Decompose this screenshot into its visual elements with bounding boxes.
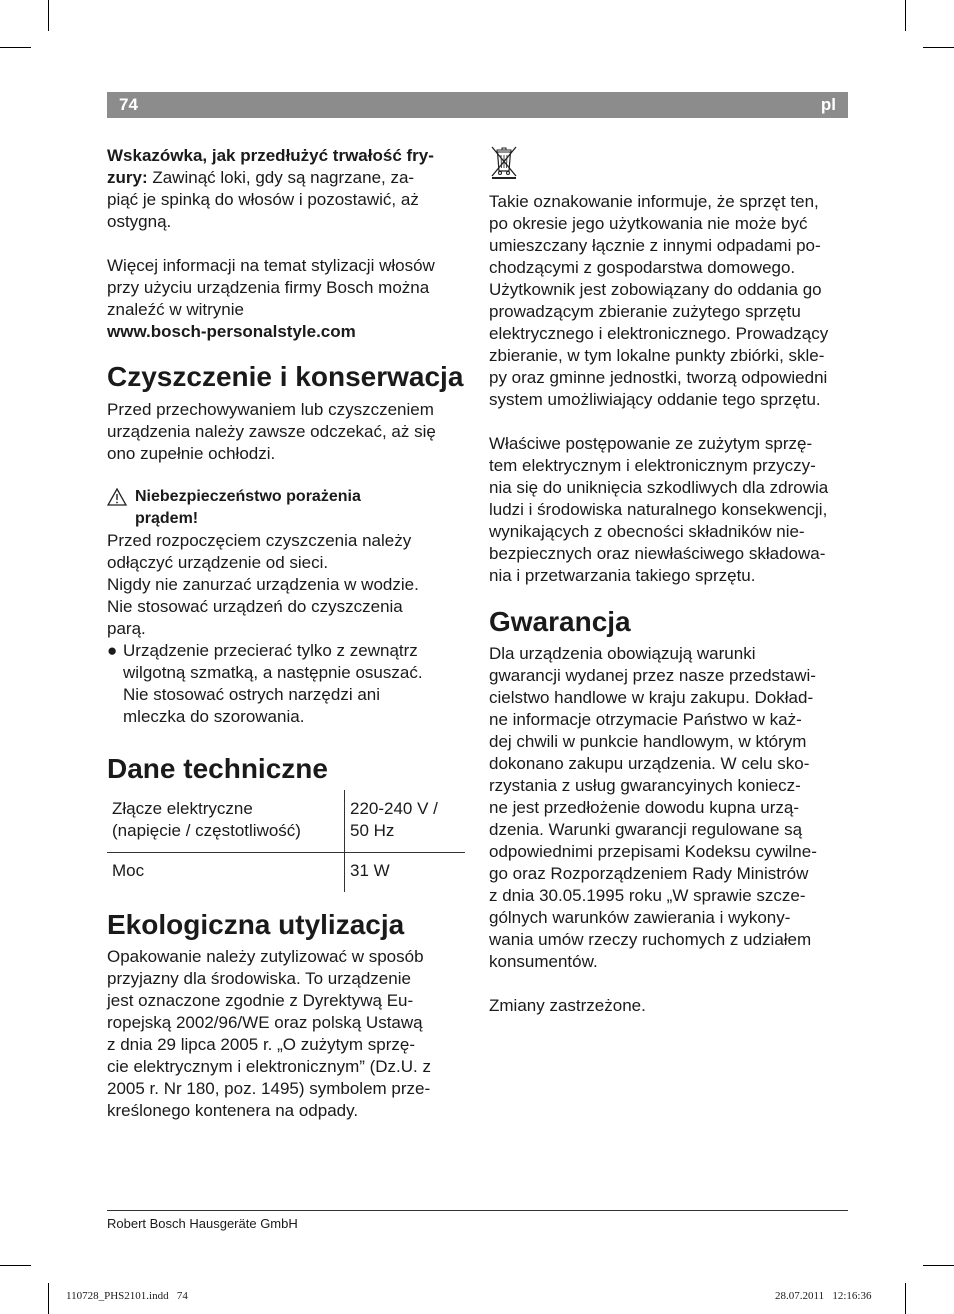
bullet-icon: ● — [107, 641, 118, 660]
warning-text: Nigdy nie zanurzać urządzenia w wodzie. — [107, 575, 419, 594]
left-column — [107, 145, 467, 1122]
crop-mark — [905, 0, 906, 31]
page-header-bar — [107, 92, 848, 118]
bullet-text: Urządzenie przecierać tylko z zewnątrz — [123, 641, 418, 660]
tip-text: Zawinąć loki, gdy są nagrzane, za- — [147, 168, 415, 187]
cleaning-text: Przed przechowywaniem lub czyszczeniem — [107, 400, 434, 419]
table-row — [107, 790, 465, 853]
list-item — [107, 640, 467, 728]
tip-bold-text: zury: — [107, 168, 148, 187]
tip-text: piąć je spinką do włosów i pozostawić, aż — [107, 190, 419, 209]
technical-data-table — [107, 790, 465, 892]
eco-paragraph: Opakowanie należy zutylizować w sposób przyjazny dla środowiska. To urządzenie jest oznaczone zgodnie z Dyrektywą Eu- ropejską 2002/96/WE oraz polską Ustawą z dnia 29 lipca 2005 r. „O zużytym sprzę- cie elektrycznym i elektronicznym” (Dz.U. z 2005 r. Nr 180, poz. 1495) symbolem prze- kreślonego kontenera na odpady. — [107, 947, 432, 1120]
crop-mark — [905, 1283, 906, 1314]
warning-text: odłączyć urządzenie od sieci. — [107, 553, 329, 572]
section-heading-warranty: Gwarancja — [489, 606, 631, 637]
more-info-paragraph — [107, 255, 467, 343]
cleaning-text: urządzenia należy zawsze odczekać, aż się — [107, 422, 436, 441]
footer-company: Robert Bosch Hausgeräte GmbH — [107, 1216, 298, 1231]
warranty-paragraph: Dla urządzenia obowiązują warunki gwarancji wydanej przez nasze przedstawi- cielstwo handlowe w kraju zakupu. Dokład- ne informacje otrzymacie Państwo w każ- dej chwili w punkcie handlowym, w którym dokonano zakupu urządzenia. W celu sko- rzystania z usług gwarancyinych koniecz- ne jest przedłożenie dowodu kupna urzą- dzenia. Warunki gwarancji regulowane są odpowiednimi przepisami Kodeksu cywilne- go oraz Rozporządzeniem Rady Ministrów z dnia 30.05.1995 roku „W sprawie szcze- gólnych warunków zawierania i wykony- wania umów rzeczy ruchomych z udziałem konsumentów. — [489, 644, 817, 971]
more-info-text: przy użyciu urządzenia firmy Bosch można — [107, 278, 430, 297]
crop-mark — [48, 0, 49, 31]
more-info-text: znaleźć w witrynie — [107, 300, 244, 319]
changes-note: Zmiany zastrzeżone. — [489, 996, 646, 1015]
footer-divider — [107, 1210, 848, 1211]
right-column — [489, 145, 849, 1017]
crop-mark — [923, 47, 954, 48]
warning-text: Przed rozpoczęciem czyszczenia należy — [107, 531, 412, 550]
tip-text: ostygną. — [107, 212, 172, 231]
section-heading-eco: Ekologiczna utylizacja — [107, 909, 405, 940]
weee-paragraph: Takie oznakowanie informuje, że sprzęt ten, po okresie jego użytkowania nie może być umieszczany łącznie z innymi odpadami po- chodzącymi z gospodarstwa domowego. Użytkownik jest zobowiązany do oddania go prowadzącym zbieranie zużytego sprzętu elektrycznego i elektronicznego. Prowadzący zbieranie, w tym lokalne punkty zbiórki, skle- py oraz gminne jednostki, tworzą odpowiedni system umożliwiający oddanie tego sprzętu. — [489, 192, 829, 409]
bullet-text: mleczka do szorowania. — [123, 707, 305, 726]
website-link[interactable]: www.bosch-personalstyle.com — [107, 322, 356, 341]
cleaning-paragraph — [107, 399, 467, 465]
table-cell-label: Moc — [107, 853, 345, 893]
bullet-text: Nie stosować ostrych narzędzi ani — [123, 685, 381, 704]
crop-mark — [923, 1265, 954, 1266]
crop-mark — [0, 1265, 31, 1266]
warning-heading — [107, 486, 467, 530]
language-code: pl — [820, 95, 836, 114]
warning-title: Niebezpieczeństwo porażenia — [135, 488, 361, 505]
bullet-text: wilgotną szmatką, a następnie osuszać. — [123, 663, 423, 682]
tip-bold-text: Wskazówka, jak przedłużyć trwałość fry- — [107, 146, 434, 165]
crossed-bin-icon — [489, 145, 849, 181]
warning-title: prądem! — [135, 510, 199, 527]
table-cell-value: 220-240 V / 50 Hz — [345, 790, 466, 853]
crop-mark — [0, 47, 31, 48]
warning-paragraph — [107, 530, 467, 640]
warning-text: Nie stosować urządzeń do czyszczenia — [107, 597, 403, 616]
print-slug-file: 110728_PHS2101.indd 74 — [66, 1290, 188, 1302]
tip-paragraph — [107, 145, 467, 233]
more-info-text: Więcej informacji na temat stylizacji włosów — [107, 256, 435, 275]
section-heading-technical: Dane techniczne — [107, 753, 328, 784]
warning-triangle-icon — [107, 486, 135, 530]
page-number: 74 — [119, 95, 138, 114]
section-heading-cleaning: Czyszczenie i konserwacja — [107, 361, 464, 392]
cleaning-text: ono zupełnie ochłodzi. — [107, 444, 276, 463]
crop-mark — [48, 1283, 49, 1314]
table-row — [107, 853, 465, 893]
warning-text: parą. — [107, 619, 146, 638]
print-slug-date: 28.07.2011 12:16:36 — [775, 1290, 872, 1302]
table-cell-value: 31 W — [350, 861, 390, 880]
proper-handling-paragraph: Właściwe postępowanie ze zużytym sprzę- tem elektrycznym i elektronicznym przyczy- nia się do uniknięcia szkodliwych dla zdrowia ludzi i środowiska naturalnego konsekwencji, wynikających z obecności składników nie- bezpiecznych oraz niewłaściwego składowa- nia i przetwarzania takiego sprzętu. — [489, 434, 829, 585]
table-cell-label: Złącze elektryczne (napięcie / częstotliwość) — [107, 790, 345, 853]
